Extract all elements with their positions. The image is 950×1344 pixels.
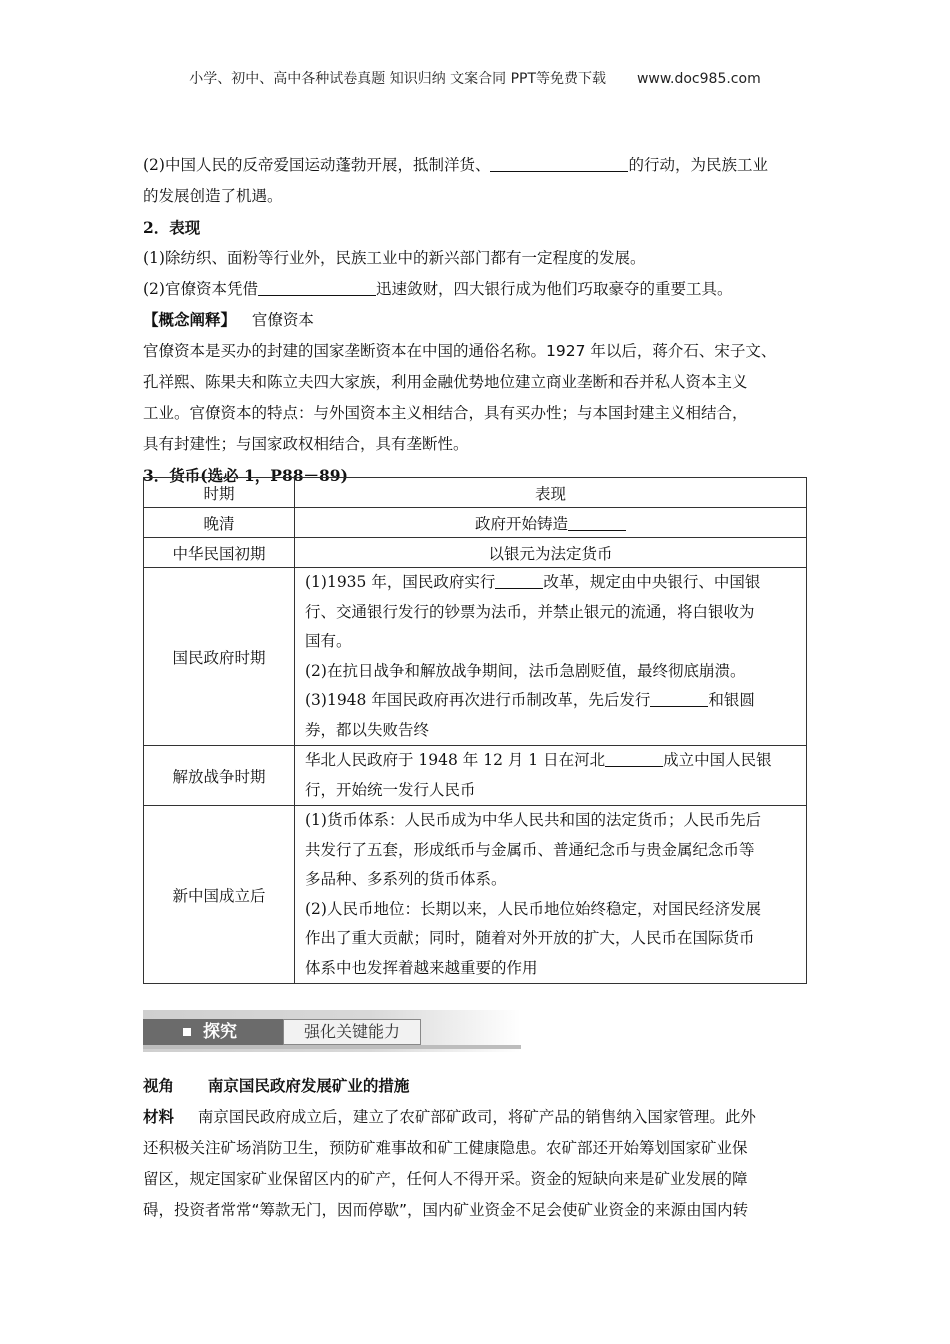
table-header-period: 时期 — [144, 478, 295, 508]
performance-p2: (2)官僚资本凭借 迅速敛财，四大银行成为他们巧取豪夺的重要工具。 — [143, 280, 733, 298]
square-icon — [183, 1028, 191, 1036]
banner-divider — [143, 1045, 521, 1049]
banner-explore: 探究 — [143, 1019, 283, 1045]
material-line3: 留区，规定国家矿业保留区内的矿产，任何人不得开采。资金的短缺向来是矿业发展的障 — [143, 1170, 748, 1188]
table-row: 解放战争时期 华北人民政府于 1948 年 12 月 1 日在河北 成立中国人民银 行，开始统一发行人民币 — [144, 746, 807, 806]
section-banner — [143, 1010, 521, 1052]
concept-body: 官僚资本是买办的封建的国家垄断资本在中国的通俗名称。1927 年以后，蒋介石、宋子文、 孔祥熙、陈果夫和陈立夫四大家族，利用金融优势地位建立商业垄断和吞并私人资本主义 工业。官僚资本的特点：与外国资本主义相结合，具有买办性；与本国封建主义相结合， 具有封建性；与国家政权相结合，具有垄断性。 — [143, 342, 777, 453]
item2-line2: 的发展创造了机遇。 — [143, 187, 283, 205]
angle-line — [143, 1070, 807, 1102]
fill-blank[interactable] — [605, 750, 663, 767]
fill-blank[interactable] — [495, 572, 543, 589]
header-url[interactable]: www.doc985.com — [636, 71, 761, 87]
inquiry-section — [143, 1070, 807, 1226]
table-row: 新中国成立后 (1)货币体系：人民币成为中华人民共和国的法定货币；人民币先后 共发行了五套，形成纸币与金属币、普通纪念币与贵金属纪念币等 多品种、多系列的货币体系。 (2)人民币地位：长期以来，人民币地位始终稳定，对国民经济发展 作出了重大贡献；同时，随着对外开放的扩大，人民币在国际货币 体系中也发挥着越来越重要的作用 — [144, 806, 807, 984]
heading-performance: 2．表现 — [143, 218, 201, 237]
concept-term: 官僚资本 — [251, 311, 314, 329]
fill-blank[interactable] — [258, 279, 376, 296]
fill-blank[interactable] — [568, 514, 626, 531]
material-label: 材料 — [143, 1108, 175, 1126]
fill-blank[interactable] — [650, 690, 708, 707]
table-header-desc: 表现 — [295, 478, 807, 508]
currency-table — [143, 477, 807, 984]
item2-line1: (2)中国人民的反帝爱国运动蓬勃开展，抵制洋货、 的行动，为民族工业 — [143, 156, 768, 174]
angle-title: 南京国民政府发展矿业的措施 — [207, 1076, 410, 1095]
page-header — [0, 68, 950, 88]
material-line4: 碍，投资者常常“筹款无门，因而停歇”，国内矿业资金不足会使矿业资金的来源由国内转 — [143, 1201, 749, 1219]
angle-label: 视角 — [143, 1076, 175, 1095]
table-row: 晚清 政府开始铸造 — [144, 508, 807, 538]
table-row: 中华民国初期 以银元为法定货币 — [144, 538, 807, 568]
table-header-row — [144, 478, 807, 508]
concept-label: 【概念阐释】 — [143, 311, 237, 329]
main-content — [143, 150, 807, 491]
performance-p1: (1)除纺织、面粉等行业外，民族工业中的新兴部门都有一定程度的发展。 — [143, 249, 646, 267]
currency-heading: 3．货币(选必 1，P88－89) — [143, 466, 348, 485]
material-line1: 材料 南京国民政府成立后，建立了农矿部矿政司，将矿产品的销售纳入国家管理。此外 — [143, 1108, 756, 1126]
banner-subtitle: 强化关键能力 — [283, 1019, 421, 1045]
concept-heading — [143, 305, 807, 336]
material-line2: 还积极关注矿场消防卫生，预防矿难事故和矿工健康隐患。农矿部还开始筹划国家矿业保 — [143, 1139, 748, 1157]
fill-blank[interactable] — [490, 155, 628, 172]
table-row: 国民政府时期 (1)1935 年，国民政府实行 改革，规定由中央银行、中国银 行、交通银行发行的钞票为法币，并禁止银元的流通，将白银收为 国有。 (2)在抗日战争和解放战争期间，法币急剧贬值，最终彻底崩溃。 (3)1948 年国民政府再次进行币制改革，先后发行 和银圆 券，都以失败告终 — [144, 568, 807, 746]
header-text: 小学、初中、高中各种试卷真题 知识归纳 文案合同 PPT等免费下载 — [189, 71, 607, 87]
